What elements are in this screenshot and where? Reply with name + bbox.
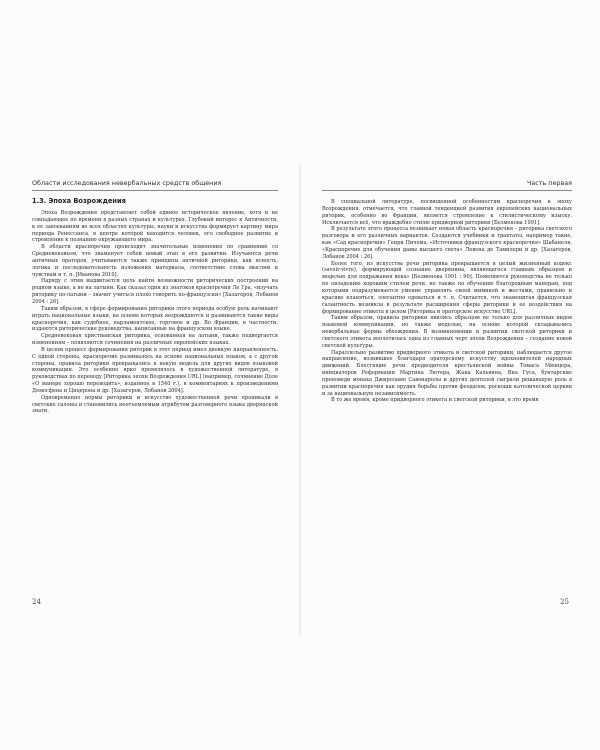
right-running-head: Часть первая [322, 176, 572, 191]
paragraph: Наряду с этим выдвигается цель найти возможности риторических построений на родном языке, а не на латыни. Как сказал один из знатоков красноречия Ле Гра, «изучать риторику по-латыни – значит учиться плохо говорить по-французски» [Хазагеров, Лобанов 2004 : 26]. [32, 278, 278, 305]
paragraph: В результате этого процесса возникает новая область красноречия – риторика светского разговора и его различных вариантов. Создаются учебники и трактаты, например такие, как «Сад красноречия» Генри Пичема, «Источники французского красноречия» Шабанеля, «Красноречие для обучения дамы высшего света» Левена де Тамилери и др. [Хазагеров, Лобанов 2004 : 26]. [322, 226, 572, 260]
book-gutter [299, 165, 301, 635]
paragraph: В специальной литературе, посвященной особенностям красноречия в эпоху Возрождения, отмечается, что главной тенденцией развития европейских национальных риторик, особенно во Франции, является стремление к стилистическому изыску. Исключается всё, что враждебно стилю придворной риторики [Безменова 1991]. [322, 199, 572, 226]
paragraph: Таким образом, в сфере формирования риторики этого периода особую роль начинают играть национальные языки, на основе которых возрождаются и развиваются такие виды красноречия, как судебное, парламентское, торговое и др. Во Франции, в частности, издаются риторические руководства, написанные на французском языке. [32, 305, 278, 333]
paragraph: Более того, из искусства речи риторика превращается в целый жизненный кодекс (savoir-vivre), формирующий сознание дворянина, являющегося главным образцом и моделью для подражания века» [Безменова 1991 : 90]. Появляются руководства не только по овладению хорошим стилем речи, но также по обучению благородным манерам, под которыми подразумевается умение управлять своей мимикой и жестами, правильно и красиво кланяться, элегантно одеваться и т. п. Считается, что знаменитая французская галантность возникла в результате расширения сферы риторики и ее воздействия на формирование этикета в целом [Риторика и ораторское искусство URL]. [322, 260, 572, 315]
paragraph: Таким образом, правила риторики явились образцом не только для различных видов языковой коммуникации, но также моделью, на основе которой складывались невербальные формы обхождения. В возникновении и развитии светской риторики и светского этикета воплотилась одна из главных черт эпохи Возрождения – создание новой светской культуры. [322, 315, 572, 349]
right-page [322, 176, 572, 636]
paragraph: Одновременно нормы риторики и искусство художественной речи проникали в светские салоны и становились неотъемлемым атрибутом разговорного языка дворянской знати. [32, 394, 278, 415]
paragraph: Средневековая христианская риторика, основанная на латыни, также подвергается изменениям – появляются сочинения на различных европейских языках. [32, 333, 278, 347]
paragraph: В то же время, кроме придворного этикета и светской риторики, в это время [331, 397, 539, 404]
left-running-head: Области исследования невербальных средств общения [32, 176, 278, 191]
paragraph: В области красноречия происходят значительные изменения по сравнению со Средневековьем, что знаменует собой новый этап в его развитии. Изучаются речи античных ораторов, учитываются также принципы античной риторики, как ясность, логика и последовательность изложения материала, соответствие слова мыслям и чувствам и т. п. [Иванова 2010]. [32, 244, 278, 278]
section-heading: 1.3. Эпоха Возрождения [32, 197, 126, 205]
left-page-number: 24 [32, 598, 41, 606]
right-page-number: 25 [560, 598, 569, 606]
right-body-text [322, 199, 572, 404]
paragraph: Параллельно развитию придворного этикета и светской риторики, наблюдается другое направление, возникшее благодаря ораторскому искусству вдохновителей народных движений. Блестящие речи предводителя крестьянской войны Томаса Мюнцера, инициаторов Реформации Мартина Лютера, Жана Кальвина, Яна Гуса, бунтарские проповеди монаха Джироламо Савонаролы и других деятелей сыграли решающую роль в развитии красноречия как орудия борьбы против феодалов, роскоши католической церкви и за национальную независимость. [322, 349, 572, 397]
paragraph: В целом процесс формирования риторик в этот период имел двоякую направленность. С одной стороны, красноречие развивалось на основе национальных языков, а с другой стороны, правила риторики превращались в некую модель для других видов языковой коммуникации. Это особенно ярко проявлялось в художественной литературе, в руководствах по переводу [Риторика эпохи Возрождения URL] (например, сочинение Доле «О манере хорошо переводить», изданное в 1540 г.), в комментариях к произведениям Демосфена и Цицерона и др. [Хазагеров, Лобанов 2004]. [32, 346, 278, 394]
left-page [32, 176, 278, 636]
paragraph: Эпоха Возрождения представляет собой единое историческое явление, хотя и не совпадающее по времени в разных странах и культурах. Глубокий интерес к Античности, к ее завоеваниям во всех областях культуры, науки и искусства формирует картину мира периода Ренессанса, в центре которой находится человек, его свободное развитие и стремление к познанию окружающего мира. [32, 210, 278, 244]
left-body-text [32, 210, 278, 415]
